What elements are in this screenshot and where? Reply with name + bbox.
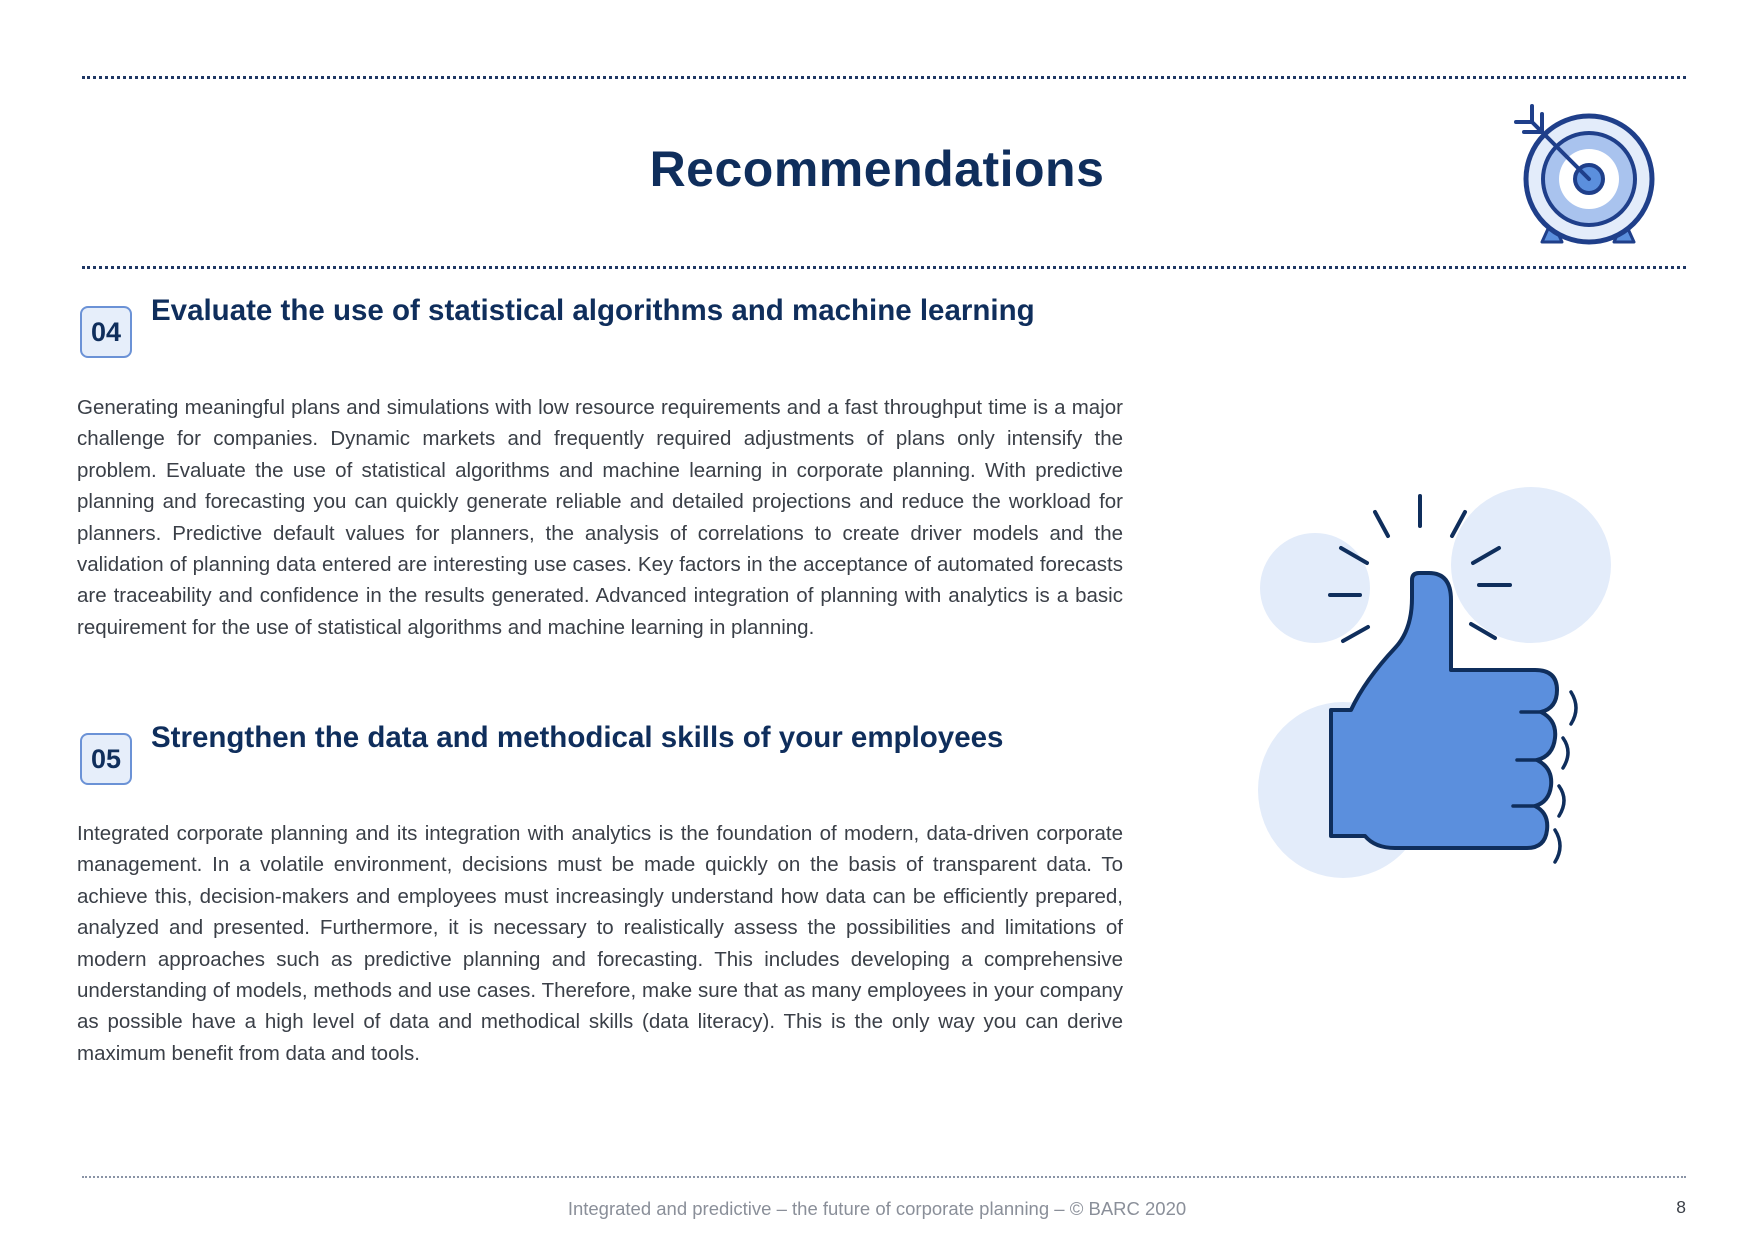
section-number-badge: 05 — [80, 733, 132, 785]
page-title: Recommendations — [649, 141, 1105, 197]
section-body-text: Generating meaningful plans and simulations with low resource requirements and a fast throughput time is a major challenge for companies. Dynamic markets and frequently required adjustments of plans only intensify the problem. Evaluate the use of statistical algorithms and machine learning in corporate planning. With predictive planning and forecasting you can quickly generate reliable and detailed projections and reduce the workload for planners. Predictive default values for planners, the analysis of correlations to create driver models and the validation of planning data entered are interesting use cases. Key factors in the acceptance of automated forecasts are traceability and confidence in the results generated. Advanced integration of planning with analytics is a basic requirement for the use of statistical algorithms and machine learning in planning. — [77, 396, 1123, 639]
footer-text: Integrated and predictive – the future of corporate planning – © BARC 2020 — [567, 1198, 1187, 1219]
section-number-badge: 04 — [80, 306, 132, 358]
target-icon — [1508, 98, 1668, 250]
page-number: 8 — [1676, 1197, 1686, 1217]
header-divider — [82, 266, 1686, 269]
top-divider — [82, 76, 1686, 79]
section-heading: Evaluate the use of statistical algorithms and machine learning — [151, 294, 1035, 327]
thumbs-up-icon — [1255, 480, 1625, 880]
section-heading: Strengthen the data and methodical skills of your employees — [151, 721, 1004, 754]
section-body-text: Integrated corporate planning and its integration with analytics is the foundation of modern, data-driven corporate management. In a volatile environment, decisions must be made quickly on the basis of transparent data. To achieve this, decision-makers and employees must increasingly understand how data can be efficiently prepared, analyzed and presented. Furthermore, it is necessary to realistically assess the possibilities and limitations of modern approaches such as predictive planning and forecasting. This includes developing a comprehensive understanding of models, methods and use cases. Therefore, make sure that as many employees in your company as possible have a high level of data and methodical skills (data literacy). This is the only way you can derive maximum benefit from data and tools. — [77, 822, 1123, 1065]
footer-divider — [82, 1176, 1686, 1178]
